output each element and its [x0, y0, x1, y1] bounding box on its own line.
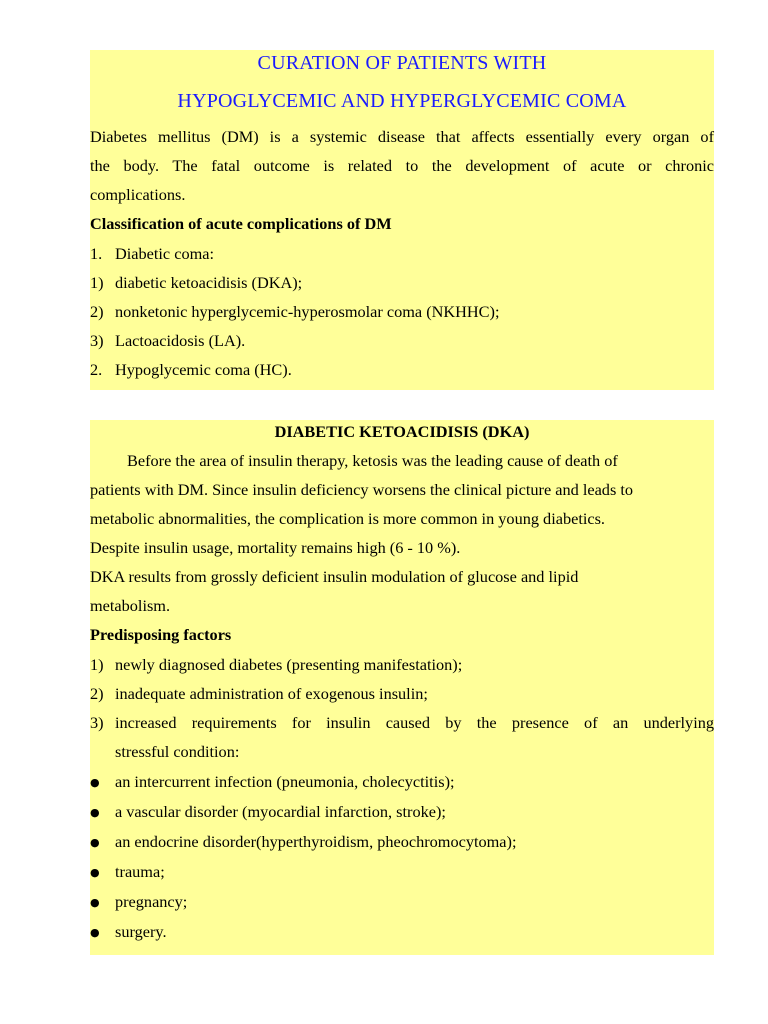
classification-heading: Classification of acute complications of DM [90, 214, 392, 233]
list-item [90, 360, 292, 380]
factor-marker: 1) [90, 655, 104, 674]
bullet-item [90, 772, 455, 793]
bullet-item [90, 802, 446, 823]
factor-item [90, 713, 714, 733]
paragraph-line-2: patients with DM. Since insulin deficiency worsens the clinical picture and leads to [90, 480, 634, 499]
list-item-text: diabetic ketoacidisis (DKA); [115, 273, 303, 292]
bullet-text: trauma; [115, 862, 165, 881]
list-item [90, 273, 302, 293]
paragraph-line-5: DKA results from grossly deficient insulin modulation of glucose and lipid [90, 567, 579, 586]
bullet-icon: ● [90, 836, 100, 849]
section-dka [90, 420, 714, 955]
bullet-text: a vascular disorder (myocardial infarction, stroke); [115, 802, 446, 821]
intro-line-2: the body. The fatal outcome is related to the development of acute or chronic [90, 156, 714, 175]
list-item-marker: 1. [90, 244, 103, 263]
intro-line-1: Diabetes mellitus (DM) is a systemic disease that affects essentially every organ of [90, 127, 714, 146]
factors-heading: Predisposing factors [90, 625, 232, 644]
bullet-item [90, 862, 165, 883]
list-item-marker: 3) [90, 331, 104, 350]
paragraph-line-6: metabolism. [90, 596, 171, 615]
list-item-marker: 1) [90, 273, 104, 292]
list-item-marker: 2. [90, 360, 103, 379]
bullet-text: pregnancy; [115, 892, 188, 911]
list-item-text: nonketonic hyperglycemic-hyperosmolar coma (NKHHC); [115, 302, 500, 321]
factor-marker: 2) [90, 684, 104, 703]
factor-text: increased requirements for insulin caused by the presence of an underlying [115, 713, 714, 732]
bullet-item [90, 922, 167, 943]
factor-text: newly diagnosed diabetes (presenting manifestation); [115, 655, 463, 674]
factor-continuation: stressful condition: [115, 742, 240, 761]
paragraph-line-4: Despite insulin usage, mortality remains high (6 - 10 %). [90, 538, 461, 557]
page-title-line-1: CURATION OF PATIENTS WITH [257, 52, 547, 74]
list-item-text: Diabetic coma: [115, 244, 214, 263]
bullet-icon: ● [90, 806, 100, 819]
paragraph-line-1: Before the area of insulin therapy, ketosis was the leading cause of death of [127, 451, 618, 470]
bullet-icon: ● [90, 896, 100, 909]
factor-text: inadequate administration of exogenous insulin; [115, 684, 428, 703]
bullet-text: surgery. [115, 922, 167, 941]
bullet-item [90, 892, 187, 913]
bullet-icon: ● [90, 776, 100, 789]
bullet-icon: ● [90, 866, 100, 879]
list-item [90, 302, 499, 322]
factor-marker: 3) [90, 713, 104, 732]
bullet-icon: ● [90, 926, 100, 939]
section-curation [90, 50, 714, 390]
bullet-text: an intercurrent infection (pneumonia, cholecyctitis); [115, 772, 455, 791]
factor-item [90, 655, 462, 675]
bullet-item [90, 832, 516, 853]
list-item-text: Lactoacidosis (LA). [115, 331, 246, 350]
bullet-text: an endocrine disorder(hyperthyroidism, pheochromocytoma); [115, 832, 517, 851]
list-item [90, 244, 214, 264]
list-item [90, 331, 245, 351]
factor-item [90, 684, 428, 704]
intro-line-3: complications. [90, 185, 186, 204]
section-title: DIABETIC KETOACIDISIS (DKA) [274, 422, 530, 441]
paragraph-line-3: metabolic abnormalities, the complication is more common in young diabetics. [90, 509, 605, 528]
page-title-line-2: HYPOGLYCEMIC AND HYPERGLYCEMIC COMA [177, 90, 627, 112]
list-item-text: Hypoglycemic coma (HC). [115, 360, 292, 379]
list-item-marker: 2) [90, 302, 104, 321]
